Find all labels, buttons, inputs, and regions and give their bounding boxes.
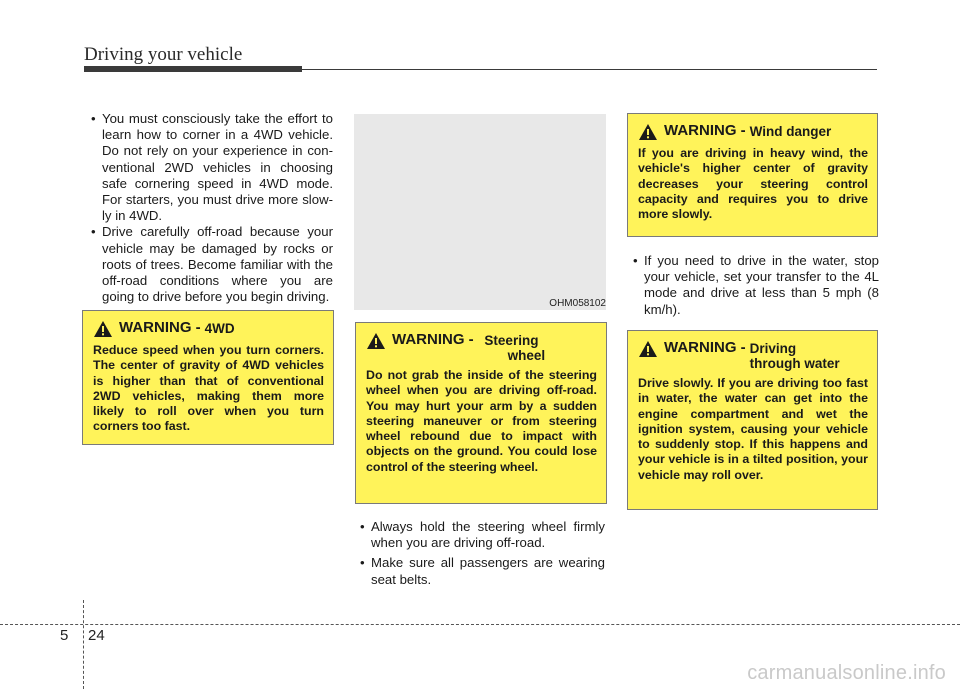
warning-header: [93, 319, 324, 338]
warning-label: WARNING -: [664, 339, 746, 356]
warning-box-wind-danger: [627, 113, 878, 237]
list-item: • If you need to drive in the water, stop your vehicle, set your transfer to the 4L mode and drive at less than 5 mph (8 km/h).: [630, 253, 879, 318]
list-item: • Drive carefully off-road because your vehicle may be damaged by rocks or roots of trees. Become familiar with the off-road conditions where you are going to drive before you begin driving.: [88, 224, 333, 305]
warning-subject-line1: Driving: [749, 341, 797, 356]
right-bullet-list: [630, 253, 879, 318]
warning-triangle-icon: [93, 320, 113, 338]
watermark-text: carmanualsonline.info: [747, 662, 946, 684]
page-number: 24: [88, 627, 105, 644]
left-bullet-list: [88, 111, 333, 305]
middle-column: [357, 519, 605, 588]
warning-text: If you are driving in heavy wind, the vehicle's higher center of gravity decreases your steering control capacity and requires you to drive more slowly.: [638, 146, 868, 222]
warning-triangle-icon: [638, 340, 658, 358]
warning-subject-line2: through water: [749, 356, 840, 371]
warning-triangle-icon: [638, 123, 658, 141]
left-column: [88, 111, 333, 305]
warning-label: WARNING -: [392, 331, 474, 348]
warning-subject: 4WD: [204, 321, 235, 336]
warning-text: Drive slowly. If you are driving too fast in water, the water can get into the engine compartment and wet the ignition system, causing your vehicle to suddenly stop. If this happens and your vehicle is in a tilted position, your vehicle may roll over.: [638, 376, 868, 482]
warning-label: WARNING -: [664, 122, 746, 139]
warning-subject: [750, 341, 840, 371]
middle-bullet-list: [357, 519, 605, 588]
page-header-title: Driving your vehicle: [84, 44, 243, 65]
warning-label: WARNING -: [119, 319, 201, 336]
warning-triangle-icon: [366, 332, 386, 350]
list-item: • Make sure all passengers are wearing seat belts.: [357, 555, 605, 587]
header-rule-thick: [84, 66, 302, 72]
figure-image: [354, 114, 606, 310]
warning-header: [638, 339, 868, 371]
warning-subject-line2: wheel: [507, 348, 546, 363]
list-item: • You must consciously take the effort to learn how to corner in a 4WD vehicle. Do not rely on your experience in conventional 2WD vehicles in choosing safe cornering speed in 4WD mode. For starters, you must drive more slowly in 4WD.: [88, 111, 333, 224]
warning-box-driving-through-water: [627, 330, 878, 510]
warning-box-4wd: [82, 310, 334, 445]
list-item: • Always hold the steering wheel firmly when you are driving off-road.: [357, 519, 605, 551]
header-rule-thin: [302, 69, 877, 70]
warning-subject: Wind danger: [749, 124, 832, 139]
warning-text: Reduce speed when you turn corners. The center of gravity of 4WD vehicles is higher than that of conventional 2WD vehicles, making them more likely to roll over when you turn corners too fast.: [93, 343, 324, 434]
warning-header: [638, 122, 868, 141]
footer-dashed-divider: [83, 600, 84, 689]
warning-header: [366, 331, 597, 363]
warning-subject: [478, 333, 546, 363]
warning-subject-line1: Steering: [484, 333, 539, 348]
chapter-number: 5: [60, 627, 69, 644]
footer-dashed-rule: [0, 624, 960, 625]
warning-text: Do not grab the inside of the steering wheel when you are driving off-road. You may hurt your arm by a sudden steering maneuver or from steering wheel rebound due to impact with objects on the ground. You could lose control of the steering wheel.: [366, 368, 597, 474]
warning-box-steering-wheel: [355, 322, 607, 504]
right-column: [630, 253, 879, 318]
figure-code: OHM058102: [549, 298, 606, 309]
